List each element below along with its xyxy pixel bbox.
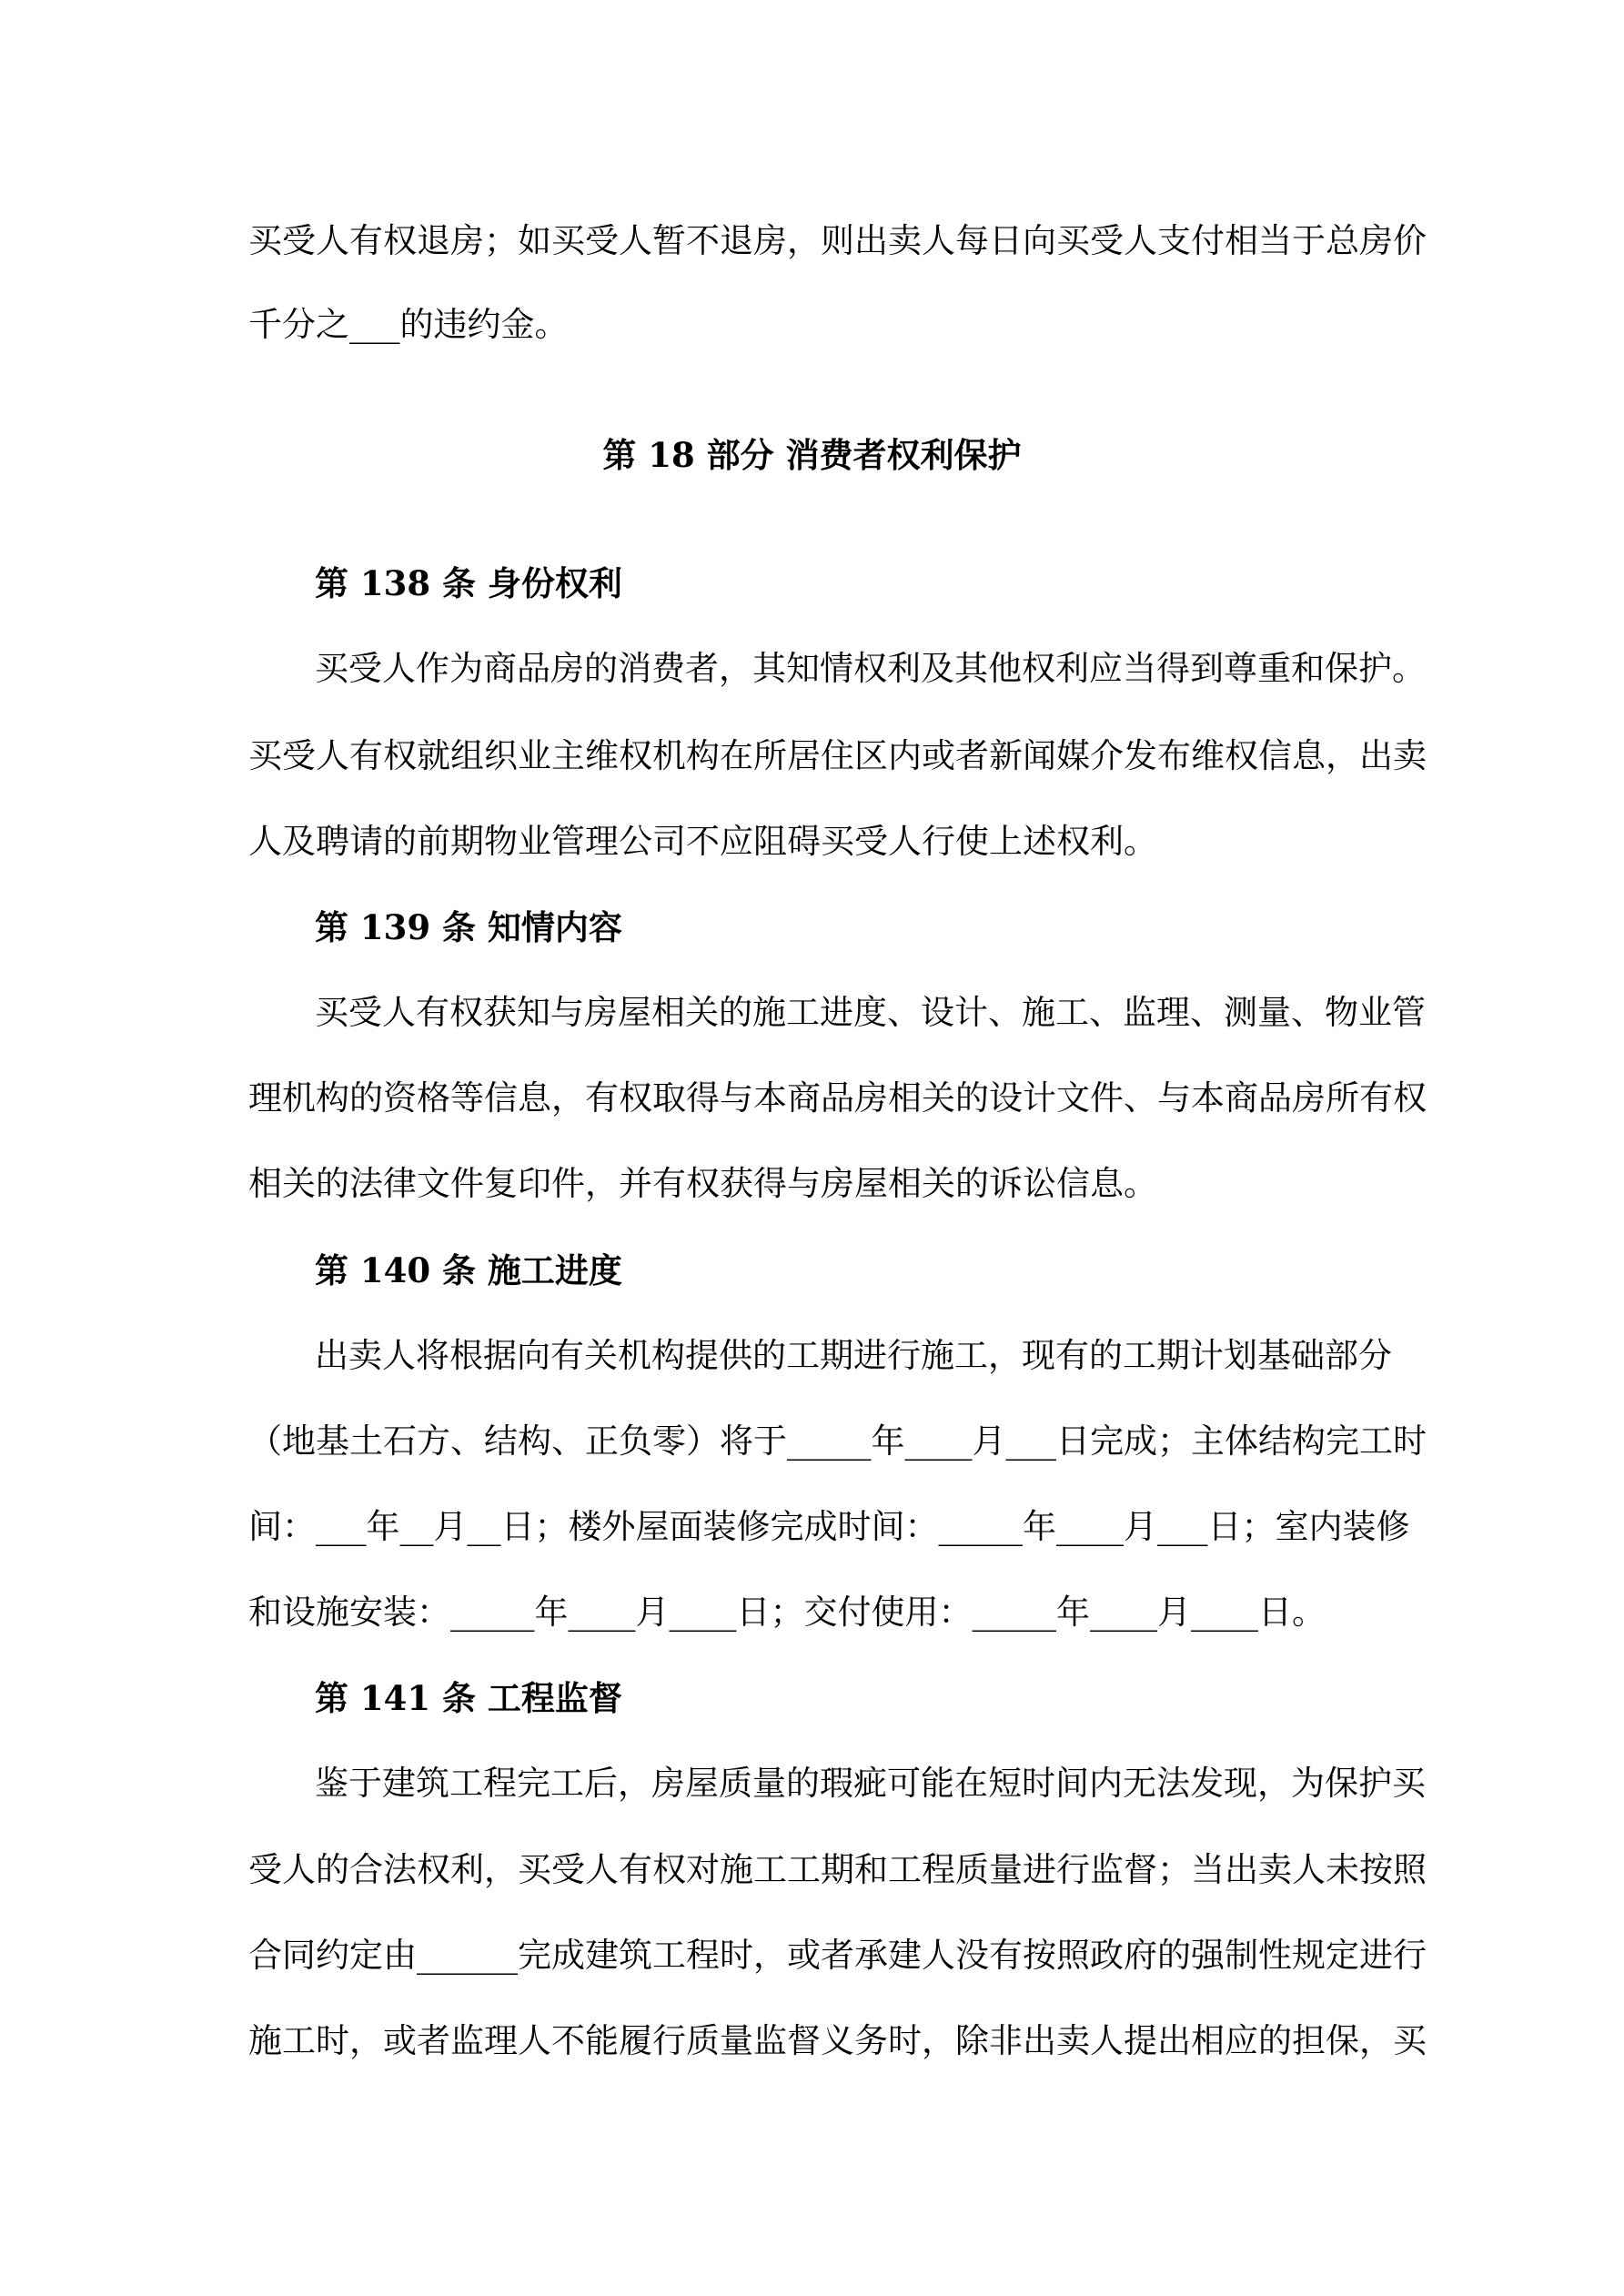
text-line: 买受人有权就组织业主维权机构在所居住区内或者新闻媒介发布维权信息，出卖 [248, 736, 1427, 775]
text-line: 千分之___的违约金。 [248, 305, 569, 344]
text-line: 相关的法律文件复印件，并有权获得与房屋相关的诉讼信息。 [248, 1164, 1157, 1203]
part-title: 第 18 部分 消费者权利保护 [602, 435, 1022, 475]
article-heading: 第 138 条 身份权利 [315, 563, 622, 603]
text-line: 人及聘请的前期物业管理公司不应阻碍买受人行使上述权利。 [248, 822, 1157, 861]
text-line: 间：___年__月__日；楼外屋面装修完成时间：_____年____月___日；室内装修 [248, 1507, 1410, 1546]
text-line: （地基土石方、结构、正负零）将于_____年____月___日完成；主体结构完工时 [248, 1421, 1427, 1461]
text-line: 买受人作为商品房的消费者，其知情权利及其他权利应当得到尊重和保护。 [315, 649, 1426, 688]
text-line: 鉴于建筑工程完工后，房屋质量的瑕疵可能在短时间内无法发现，为保护买 [315, 1764, 1426, 1803]
text-line: 买受人有权获知与房屋相关的施工进度、设计、施工、监理、测量、物业管 [315, 993, 1426, 1032]
text-line: 合同约定由______完成建筑工程时，或者承建人没有按照政府的强制性规定进行 [248, 1936, 1427, 1975]
article-heading: 第 141 条 工程监督 [315, 1678, 622, 1718]
text-line: 受人的合法权利，买受人有权对施工工期和工程质量进行监督；当出卖人未按照 [248, 1850, 1427, 1889]
article-heading: 第 139 条 知情内容 [315, 907, 622, 947]
article-heading: 第 140 条 施工进度 [315, 1250, 622, 1290]
text-line: 出卖人将根据向有关机构提供的工期进行施工，现有的工期计划基础部分 [315, 1336, 1392, 1375]
text-line: 理机构的资格等信息，有权取得与本商品房相关的设计文件、与本商品房所有权 [248, 1078, 1427, 1118]
text-line: 和设施安装：_____年____月____日；交付使用：_____年____月____日。 [248, 1593, 1326, 1632]
text-line: 买受人有权退房；如买受人暂不退房，则出卖人每日向买受人支付相当于总房价 [248, 221, 1427, 260]
text-line: 施工时，或者监理人不能履行质量监督义务时，除非出卖人提出相应的担保，买 [248, 2021, 1427, 2060]
